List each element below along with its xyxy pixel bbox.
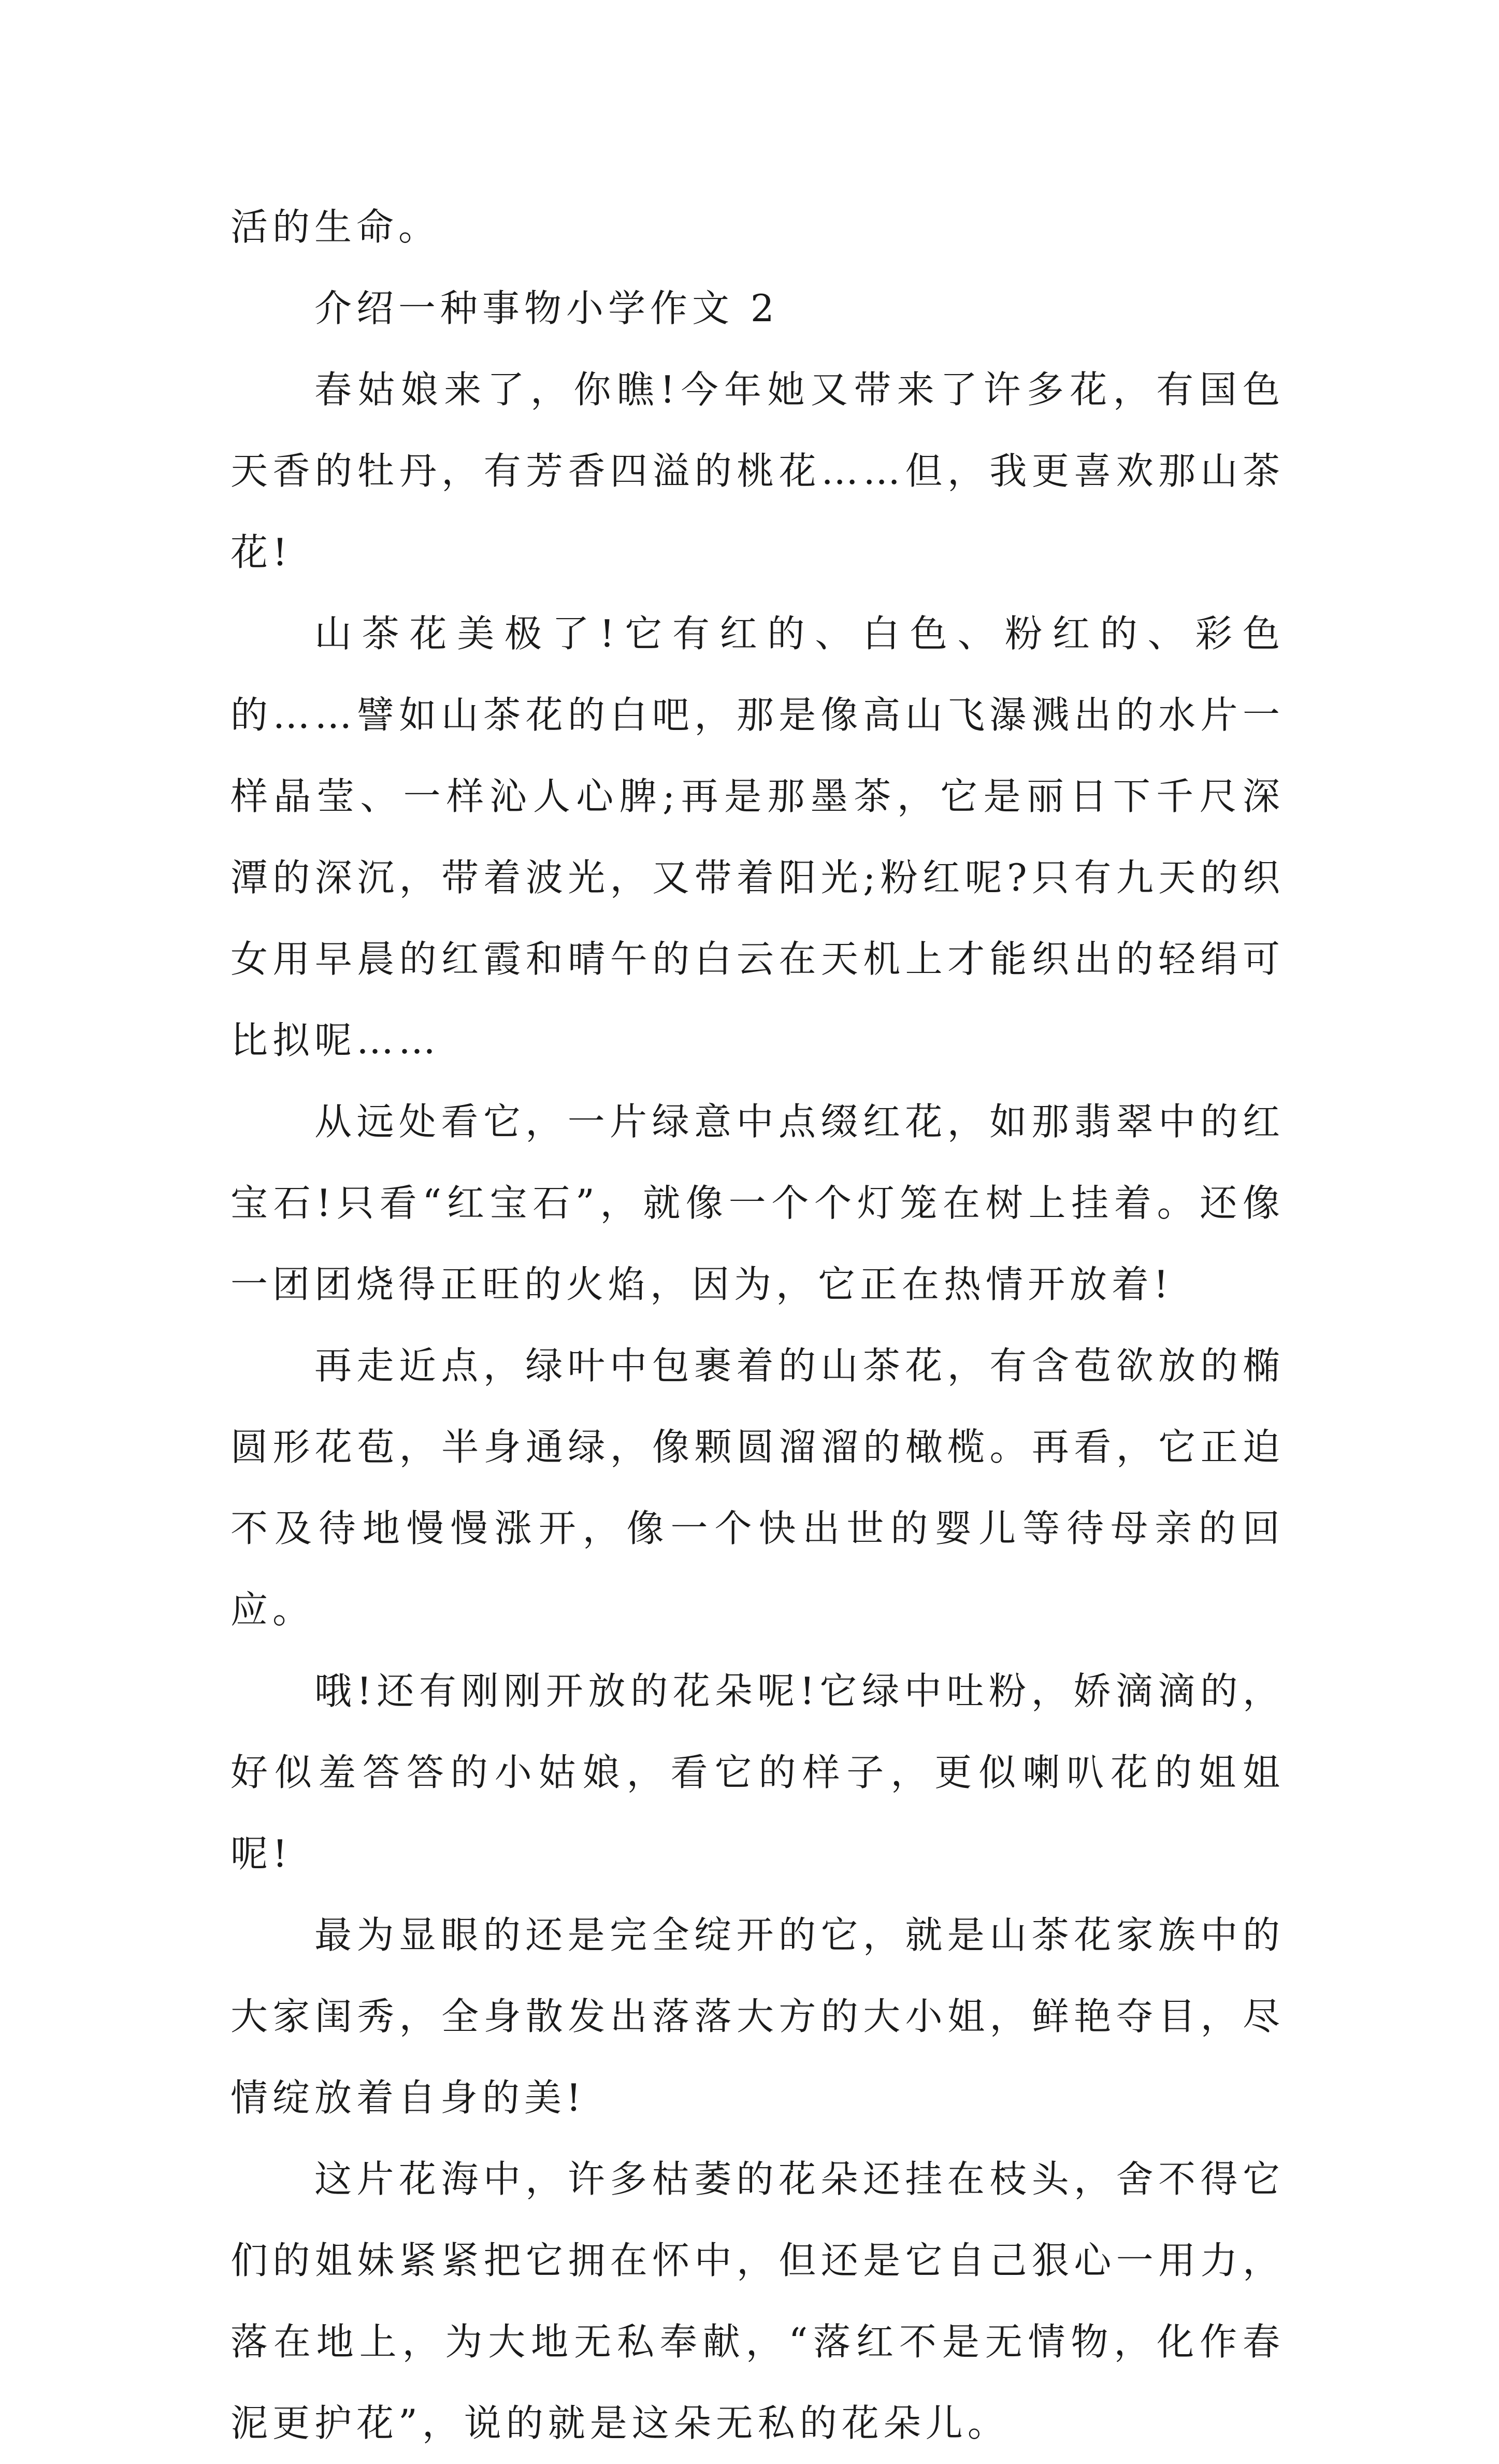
essay-title: 介绍一种事物小学作文 2 xyxy=(314,286,779,330)
paragraph-5: 哦!还有刚刚开放的花朵呢!它绿中吐粉，娇滴滴的，好似羞答答的小姑娘，看它的样子，更似喇叭花的姐姐呢! xyxy=(230,1669,1285,1875)
paragraph-1: 春姑娘来了，你瞧!今年她又带来了许多花，有国色天香的牡丹，有芳香四溢的桃花……但，我更喜欢那山茶花! xyxy=(230,368,1285,574)
paragraph-3: 从远处看它，一片绿意中点缀红花，如那翡翠中的红宝石!只看“红宝石”，就像一个个灯笼在树上挂着。还像一团团烧得正旺的火焰，因为，它正在热情开放着! xyxy=(230,1100,1285,1306)
paragraph-2: 山茶花美极了!它有红的、白色、粉红的、彩色的……譬如山茶花的白吧，那是像高山飞瀑溅出的水片一样晶莹、一样沁人心脾;再是那墨茶，它是丽日下千尺深潭的深沉，带着波光，又带着阳光;粉红呢?只有九天的织女用早晨的红霞和晴午的白云在天机上才能织出的轻绢可比拟呢…… xyxy=(230,612,1285,1062)
paragraph-4: 再走近点，绿叶中包裹着的山茶花，有含苞欲放的椭圆形花苞，半身通绿，像颗圆溜溜的橄榄。再看，它正迫不及待地慢慢涨开，像一个快出世的婴儿等待母亲的回应。 xyxy=(230,1344,1285,1631)
paragraph-7: 这片花海中，许多枯萎的花朵还挂在枝头，舍不得它们的姐妹紧紧把它拥在怀中，但还是它自己狠心一用力，落在地上，为大地无私奉献，“落红不是无情物，化作春泥更护花”，说的就是这朵无私的花朵儿。 xyxy=(230,2157,1285,2445)
continuation-text: 活的生命。 xyxy=(230,205,441,249)
paragraph-6: 最为显眼的还是完全绽开的它，就是山茶花家族中的大家闺秀，全身散发出落落大方的大小姐，鲜艳夺目，尽情绽放着自身的美! xyxy=(230,1913,1285,2119)
document-body xyxy=(230,187,1285,2464)
